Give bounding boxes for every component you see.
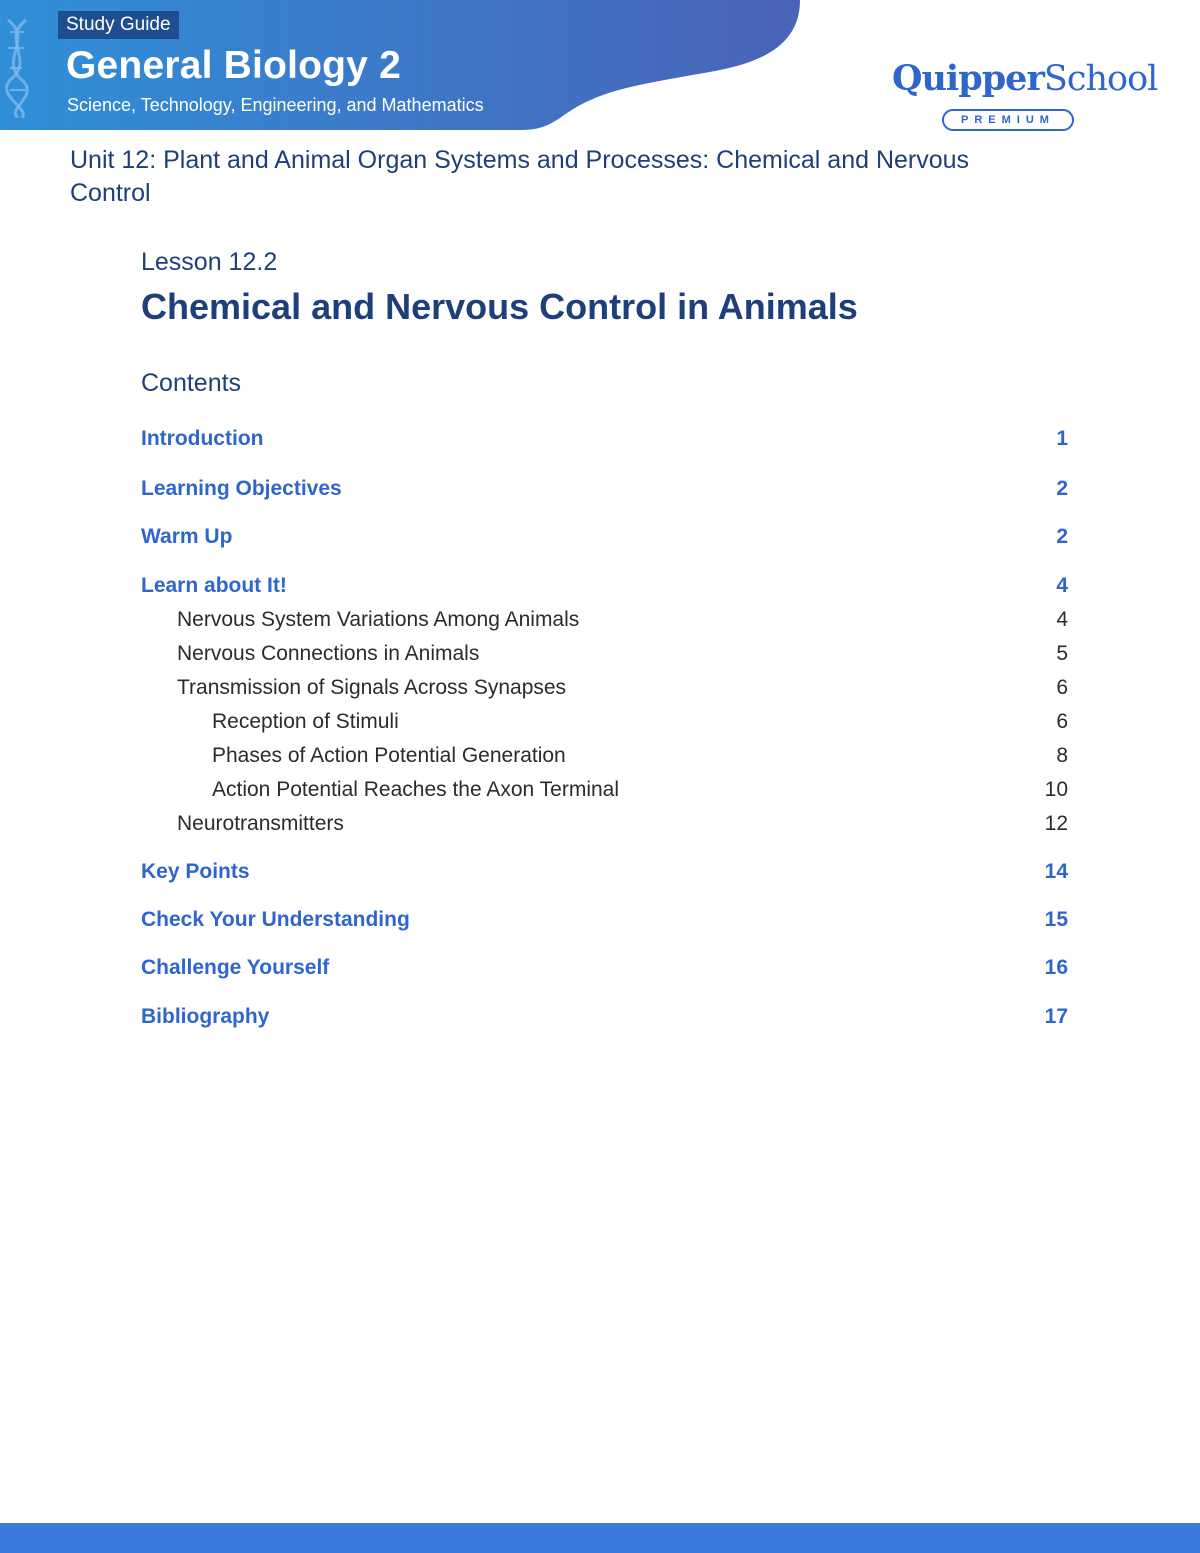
- toc-link-nervous-system-variations[interactable]: [177, 605, 1068, 635]
- toc-page: 4: [1056, 608, 1068, 631]
- toc-link-check-your-understanding[interactable]: [141, 905, 1068, 935]
- toc-link-action-potential-axon-terminal[interactable]: [212, 775, 1068, 805]
- toc-label: Bibliography: [141, 1005, 270, 1028]
- toc-page: 1: [1056, 427, 1068, 450]
- course-title: General Biology 2: [66, 44, 401, 87]
- toc-link-learning-objectives[interactable]: [141, 474, 1068, 504]
- toc-link-warm-up[interactable]: [141, 522, 1068, 552]
- toc-link-introduction[interactable]: [141, 424, 1068, 454]
- toc-label: Introduction: [141, 427, 264, 450]
- premium-badge: PREMIUM: [942, 109, 1074, 131]
- toc-page: 15: [1044, 908, 1068, 931]
- toc-label: Key Points: [141, 860, 250, 883]
- toc-page: 14: [1044, 860, 1068, 883]
- course-subtitle: Science, Technology, Engineering, and Mathematics: [67, 95, 484, 115]
- contents-heading: Contents: [141, 369, 242, 397]
- toc-page: 2: [1056, 477, 1068, 500]
- toc-link-neurotransmitters[interactable]: [177, 809, 1068, 839]
- toc-label: Action Potential Reaches the Axon Terminal: [212, 778, 620, 801]
- toc-page: 12: [1044, 812, 1068, 835]
- toc-label: Reception of Stimuli: [212, 710, 399, 733]
- toc-page: 4: [1056, 574, 1068, 597]
- toc-page: 6: [1056, 710, 1068, 733]
- toc-link-transmission-of-signals[interactable]: [177, 673, 1068, 703]
- toc-label: Learn about It!: [141, 574, 287, 597]
- toc-page: 10: [1044, 778, 1068, 801]
- toc-label: Warm Up: [141, 525, 233, 548]
- toc-link-challenge-yourself[interactable]: [141, 953, 1068, 983]
- lesson-title: Chemical and Nervous Control in Animals: [141, 286, 858, 327]
- toc-label: Check Your Understanding: [141, 908, 410, 931]
- toc-link-key-points[interactable]: [141, 857, 1068, 887]
- toc-label: Challenge Yourself: [141, 956, 330, 979]
- toc-link-bibliography[interactable]: [141, 1002, 1068, 1032]
- toc-page: 16: [1044, 956, 1068, 979]
- toc-page: 6: [1056, 676, 1068, 699]
- footer-bar: [0, 1523, 1200, 1553]
- quipper-school-logo: [892, 58, 1158, 134]
- toc-link-phases-of-action-potential[interactable]: [212, 741, 1068, 771]
- toc-label: Nervous System Variations Among Animals: [177, 608, 580, 631]
- toc-label: Nervous Connections in Animals: [177, 642, 480, 665]
- study-guide-badge: Study Guide: [58, 11, 179, 39]
- toc-link-reception-of-stimuli[interactable]: [212, 707, 1068, 737]
- toc-label: Learning Objectives: [141, 477, 342, 500]
- logo-brand-quipper: Quipper: [892, 58, 1044, 99]
- toc-page: 2: [1056, 525, 1068, 548]
- lesson-number: Lesson 12.2: [141, 248, 278, 276]
- dna-helix-icon: [0, 18, 40, 118]
- toc-link-nervous-connections[interactable]: [177, 639, 1068, 669]
- toc-link-learn-about-it[interactable]: [141, 571, 1068, 601]
- unit-title: Unit 12: Plant and Animal Organ Systems and Processes: Chemical and Nervous Control: [70, 146, 970, 207]
- logo-brand-school: School: [1043, 59, 1158, 99]
- toc-label: Neurotransmitters: [177, 812, 344, 835]
- toc-label: Phases of Action Potential Generation: [212, 744, 566, 767]
- toc-page: 8: [1056, 744, 1068, 767]
- toc-page: 5: [1056, 642, 1068, 665]
- toc-page: 17: [1044, 1005, 1068, 1028]
- toc-label: Transmission of Signals Across Synapses: [177, 676, 567, 699]
